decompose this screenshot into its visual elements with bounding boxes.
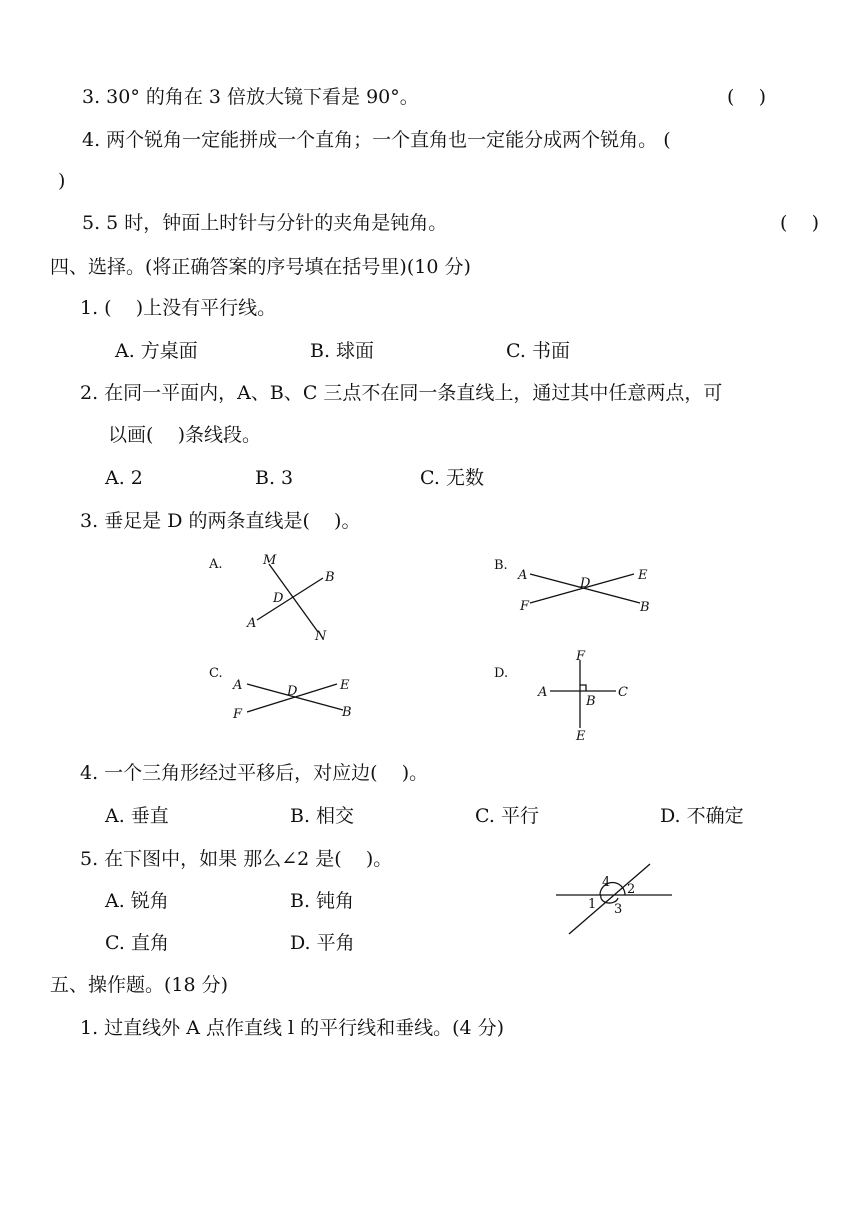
choice-q5-option-b[interactable]: B. 钝角 [290, 890, 355, 912]
figure-a-label-d: D [273, 591, 284, 606]
choice-q4-option-d[interactable]: D. 不确定 [660, 805, 744, 827]
figure-a-label-b: B [325, 570, 335, 585]
choice-q4-option-b[interactable]: B. 相交 [290, 805, 355, 827]
figure-a-label-n: N [315, 629, 327, 644]
choice-q5-text: 5. 在下图中，如果 那么∠2 是( )。 [80, 848, 393, 870]
choice-q5-angle-figure [550, 858, 680, 940]
choice-q4-option-c[interactable]: C. 平行 [475, 805, 539, 827]
figure-d-label-a: A [538, 685, 548, 700]
figure-a-label-m: M [263, 553, 277, 568]
choice-q1-option-b[interactable]: B. 球面 [310, 340, 375, 362]
choice-q2-option-b[interactable]: B. 3 [255, 467, 294, 489]
choice-q2-line2: 以画( )条线段。 [108, 424, 261, 446]
operation-q1-text: 1. 过直线外 A 点作直线 l 的平行线和垂线。(4 分) [80, 1017, 505, 1039]
choice-q2-option-c[interactable]: C. 无数 [420, 467, 484, 489]
angle-label-4: 4 [602, 875, 611, 890]
choice-q1-text: 1. ( )上没有平行线。 [80, 297, 277, 319]
judge-q4-answer-paren-close[interactable]: ) [58, 170, 66, 192]
choice-q3-figure-c[interactable] [205, 663, 365, 728]
figure-a-tag: A. [209, 557, 223, 572]
choice-q3-figure-a[interactable] [205, 550, 365, 645]
figure-b-label-a: A [518, 568, 528, 583]
angle-label-1: 1 [588, 897, 597, 912]
choice-q3-text: 3. 垂足是 D 的两条直线是( )。 [80, 510, 361, 532]
figure-d-label-f: F [576, 649, 586, 664]
section5-title: 五、操作题。(18 分) [50, 974, 229, 996]
judge-q3-text: 3. 30° 的角在 3 倍放大镜下看是 90°。 [82, 86, 419, 108]
figure-d-right-angle-mark [580, 685, 586, 691]
figure-d-label-c: C [618, 685, 628, 700]
figure-a-line-ab [257, 578, 323, 620]
judge-q4-text: 4. 两个锐角一定能拼成一个直角；一个直角也一定能分成两个锐角。 ( [82, 129, 671, 151]
figure-d-label-b: B [586, 694, 596, 709]
figure-b-label-f: F [520, 599, 530, 614]
choice-q1-option-a[interactable]: A. 方桌面 [115, 340, 198, 362]
choice-q5-option-c[interactable]: C. 直角 [105, 932, 169, 954]
operation-q1-answer-area[interactable] [50, 1050, 830, 1200]
figure-c-label-e: E [340, 678, 350, 693]
choice-q2-line1: 2. 在同一平面内，A、B、C 三点不在同一条直线上，通过其中任意两点，可 [80, 382, 723, 404]
judge-q3-answer-paren[interactable]: ( ) [727, 86, 766, 108]
choice-q5-option-d[interactable]: D. 平角 [290, 932, 355, 954]
choice-q3-figure-d[interactable] [490, 648, 640, 743]
figure-c-label-b: B [342, 705, 352, 720]
choice-q1-option-c[interactable]: C. 书面 [506, 340, 570, 362]
judge-q5-text: 5. 5 时，钟面上时针与分针的夹角是钝角。 [82, 212, 448, 234]
figure-c-label-f: F [233, 707, 243, 722]
choice-q3-figure-b[interactable] [490, 555, 660, 620]
angle-label-2: 2 [627, 882, 636, 897]
figure-d-tag: D. [494, 666, 509, 681]
choice-q4-option-a[interactable]: A. 垂直 [105, 805, 169, 827]
choice-q4-text: 4. 一个三角形经过平移后，对应边( )。 [80, 762, 429, 784]
figure-b-label-d: D [580, 576, 591, 591]
section4-title: 四、选择。(将正确答案的序号填在括号里)(10 分) [50, 256, 471, 278]
angle-label-3: 3 [614, 902, 623, 917]
figure-b-tag: B. [494, 558, 508, 573]
choice-q5-option-a[interactable]: A. 锐角 [105, 890, 169, 912]
choice-q2-option-a[interactable]: A. 2 [105, 467, 143, 489]
figure-d-label-e: E [576, 729, 586, 744]
figure-c-tag: C. [209, 666, 223, 681]
figure-b-label-e: E [638, 568, 648, 583]
figure-a-label-a: A [247, 616, 257, 631]
figure-c-label-a: A [233, 678, 243, 693]
figure-c-label-d: D [287, 684, 298, 699]
judge-q5-answer-paren[interactable]: ( ) [780, 212, 819, 234]
figure-b-label-b: B [640, 600, 650, 615]
